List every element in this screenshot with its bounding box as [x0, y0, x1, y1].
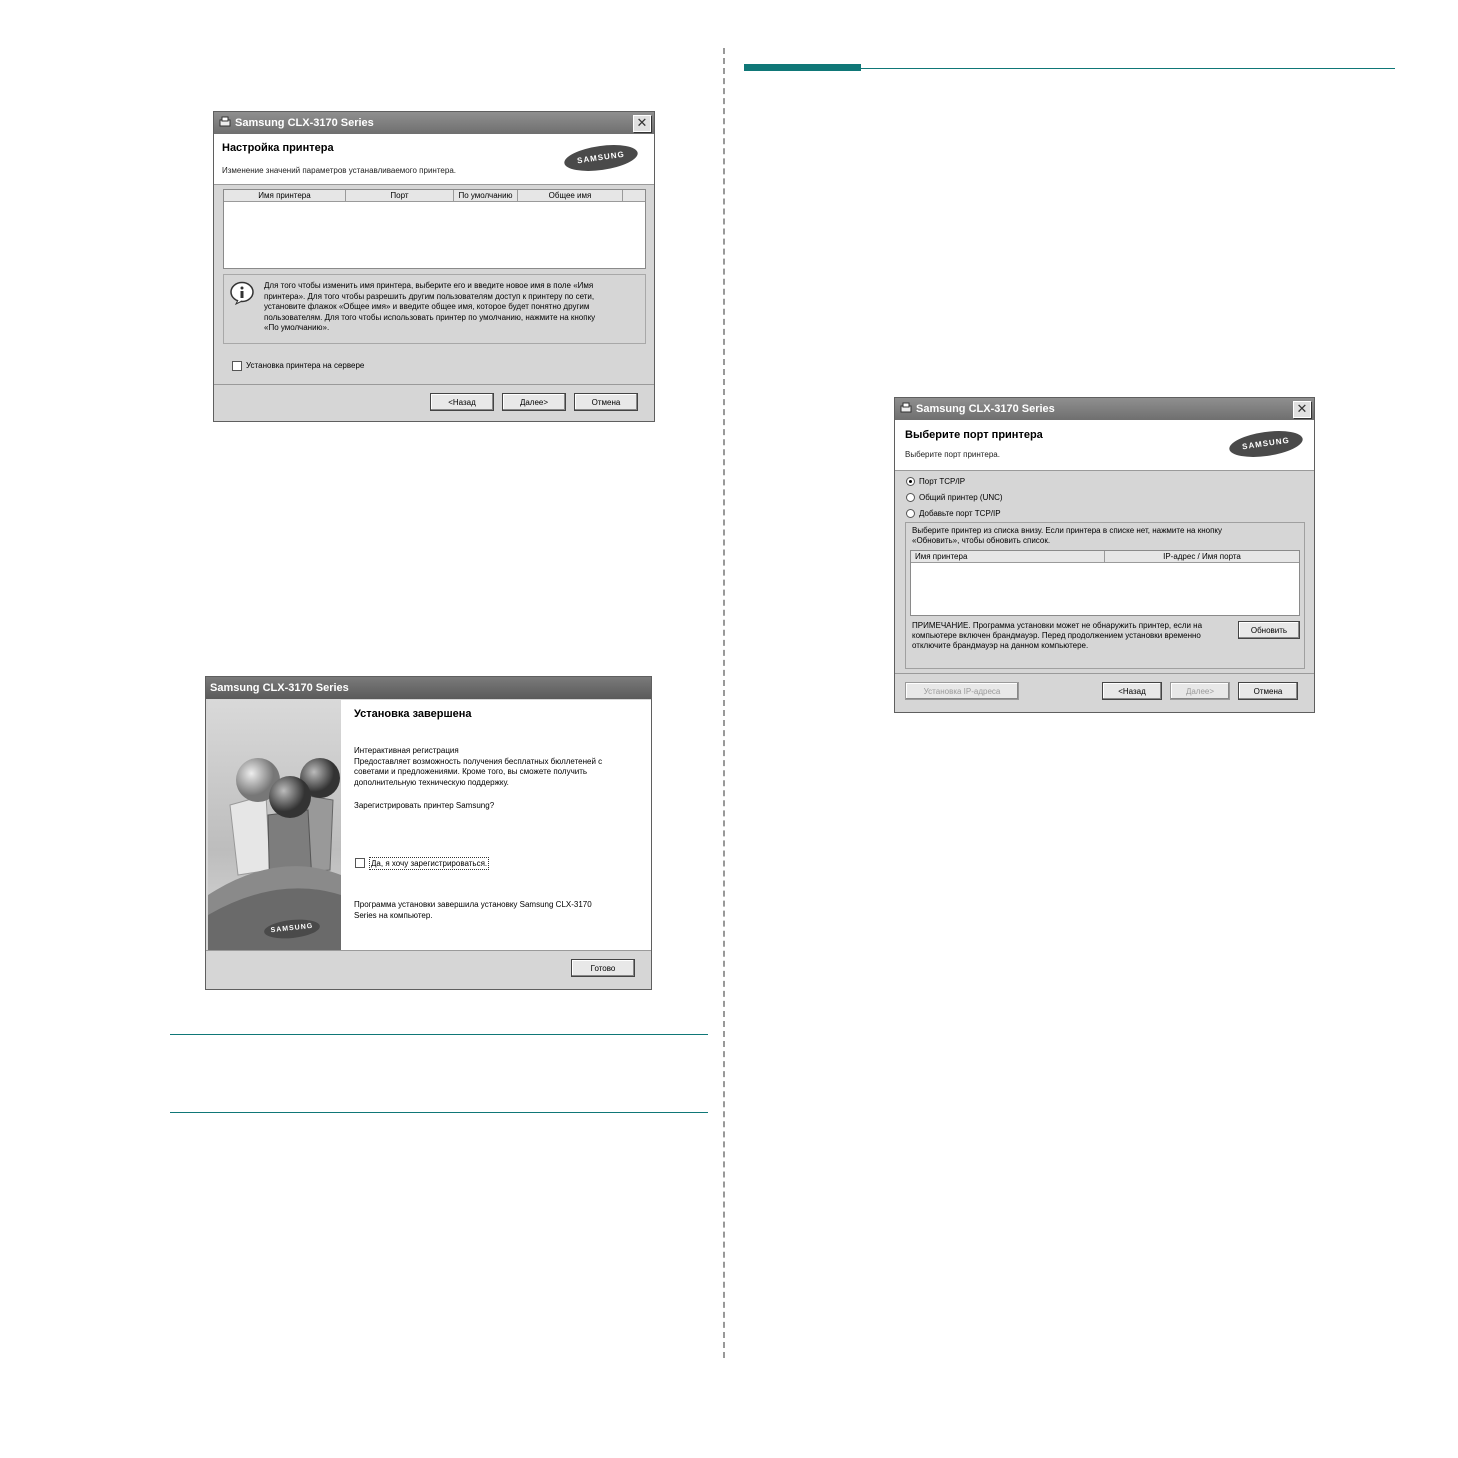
column-header[interactable]: По умолчанию [454, 190, 518, 202]
text-line: отключите брандмауэр на данном компьютере. [912, 641, 1089, 650]
printer-group [905, 522, 1305, 669]
dialog-header [895, 420, 1314, 471]
port-select-dialog [894, 397, 1315, 713]
samsung-logo: SAMSUNG [1228, 427, 1305, 461]
info-line: установите флажок «Общее имя» и введите общее имя, которое будет понятно другим [264, 302, 590, 311]
side-banner [208, 700, 341, 950]
registration-text [354, 746, 602, 788]
text-line: дополнительную техническую поддержку. [354, 777, 509, 787]
close-button[interactable] [1293, 401, 1311, 418]
close-icon: ✕ [1296, 401, 1308, 416]
info-line: «По умолчанию». [264, 323, 330, 332]
title-bar [895, 398, 1314, 420]
done-button[interactable]: Готово [571, 959, 635, 977]
register-checkbox[interactable] [355, 858, 365, 868]
column-header[interactable]: Имя принтера [911, 551, 1105, 563]
samsung-logo: SAMSUNG [563, 141, 640, 175]
printer-setup-dialog [213, 111, 655, 422]
title-bar [214, 112, 654, 134]
instruction-text [912, 526, 1222, 546]
back-button[interactable]: <Назад [1102, 682, 1162, 700]
register-label[interactable]: Да, я хочу зарегистрироваться. [371, 859, 488, 868]
section-rule [861, 68, 1395, 69]
separator [206, 950, 651, 951]
server-install-label[interactable]: Установка принтера на сервере [246, 361, 365, 370]
title-bar [206, 677, 651, 699]
server-install-checkbox[interactable] [232, 361, 242, 371]
heading: Выберите порт принтера [905, 429, 1043, 441]
register-question: Зарегистрировать принтер Samsung? [354, 801, 495, 810]
note-rule-bottom [170, 1112, 708, 1113]
text-line: советами и предложениями. Кроме того, вы сможете получить [354, 767, 588, 776]
info-line: принтера». Для того чтобы разрешить другим пользователям доступ к принтеру по сети, [264, 291, 595, 301]
info-line: Для того чтобы изменить имя принтера, выберите его и введите новое имя в поле «Имя [264, 281, 594, 290]
heading: Установка завершена [354, 708, 472, 720]
text-line: Интерактивная регистрация [354, 746, 459, 755]
info-panel [223, 274, 646, 344]
cancel-button[interactable]: Отмена [1238, 682, 1298, 700]
info-icon [229, 281, 255, 310]
text-line: Series на компьютер. [354, 910, 433, 920]
heading: Настройка принтера [222, 142, 334, 154]
samsung-logo: SAMSUNG [263, 917, 321, 941]
column-header-filler [623, 190, 645, 202]
printer-list[interactable] [910, 550, 1300, 616]
dialog-header [214, 134, 654, 185]
close-button[interactable] [633, 115, 651, 132]
subheading: Выберите порт принтера. [905, 450, 1000, 459]
radio-tcpip-label[interactable]: Порт TCP/IP [919, 477, 966, 486]
text-line: ПРИМЕЧАНИЕ. Программа установки может не обнаружить принтер, если на [912, 621, 1203, 630]
info-line: пользователям. Для того чтобы использовать принтер по умолчанию, нажмите на кнопку [264, 312, 596, 322]
subheading: Изменение значений параметров устанавливаемого принтера. [222, 166, 456, 175]
printer-icon [899, 401, 913, 415]
text-line: Предоставляет возможность получения бесплатных бюллетеней с [354, 756, 603, 766]
text-line: Выберите принтер из списка внизу. Если принтера в списке нет, нажмите на кнопку [912, 526, 1223, 535]
column-header[interactable]: Порт [346, 190, 454, 202]
separator [895, 673, 1314, 674]
firewall-note [912, 621, 1202, 651]
text-line: Программа установки завершила установку Samsung CLX-3170 [354, 900, 592, 909]
radio-tcpip[interactable] [906, 477, 915, 486]
content-area [208, 700, 651, 950]
radio-shared-label[interactable]: Общий принтер (UNC) [919, 493, 1003, 502]
info-text [264, 281, 595, 334]
cancel-button[interactable]: Отмена [574, 393, 638, 411]
column-divider [723, 48, 725, 1358]
next-button[interactable]: Далее> [1170, 682, 1230, 700]
close-icon: ✕ [636, 115, 648, 130]
column-header[interactable]: Имя принтера [224, 190, 346, 202]
window-title: Samsung CLX-3170 Series [916, 403, 1055, 415]
note-rule-top [170, 1034, 708, 1035]
column-header[interactable]: Общее имя [518, 190, 623, 202]
people-illustration [208, 700, 341, 950]
set-ip-button[interactable]: Установка IP-адреса [905, 682, 1019, 700]
window-title: Samsung CLX-3170 Series [210, 682, 349, 694]
back-button[interactable]: <Назад [430, 393, 494, 411]
text-line: «Обновить», чтобы обновить список. [912, 536, 1051, 545]
next-button[interactable]: Далее> [502, 393, 566, 411]
printer-icon [218, 115, 232, 129]
separator [214, 384, 654, 385]
install-complete-dialog [205, 676, 652, 990]
radio-add-port[interactable] [906, 509, 915, 518]
printer-list[interactable] [223, 189, 646, 269]
radio-add-port-label[interactable]: Добавьте порт TCP/IP [919, 509, 1001, 518]
section-marker [744, 64, 861, 71]
column-header[interactable]: IP-адрес / Имя порта [1105, 551, 1299, 563]
text-line: компьютере включен брандмауэр. Перед продолжением установки временно [912, 631, 1201, 640]
completion-text [354, 900, 592, 921]
refresh-button[interactable]: Обновить [1238, 621, 1300, 639]
radio-shared[interactable] [906, 493, 915, 502]
window-title: Samsung CLX-3170 Series [235, 117, 374, 129]
